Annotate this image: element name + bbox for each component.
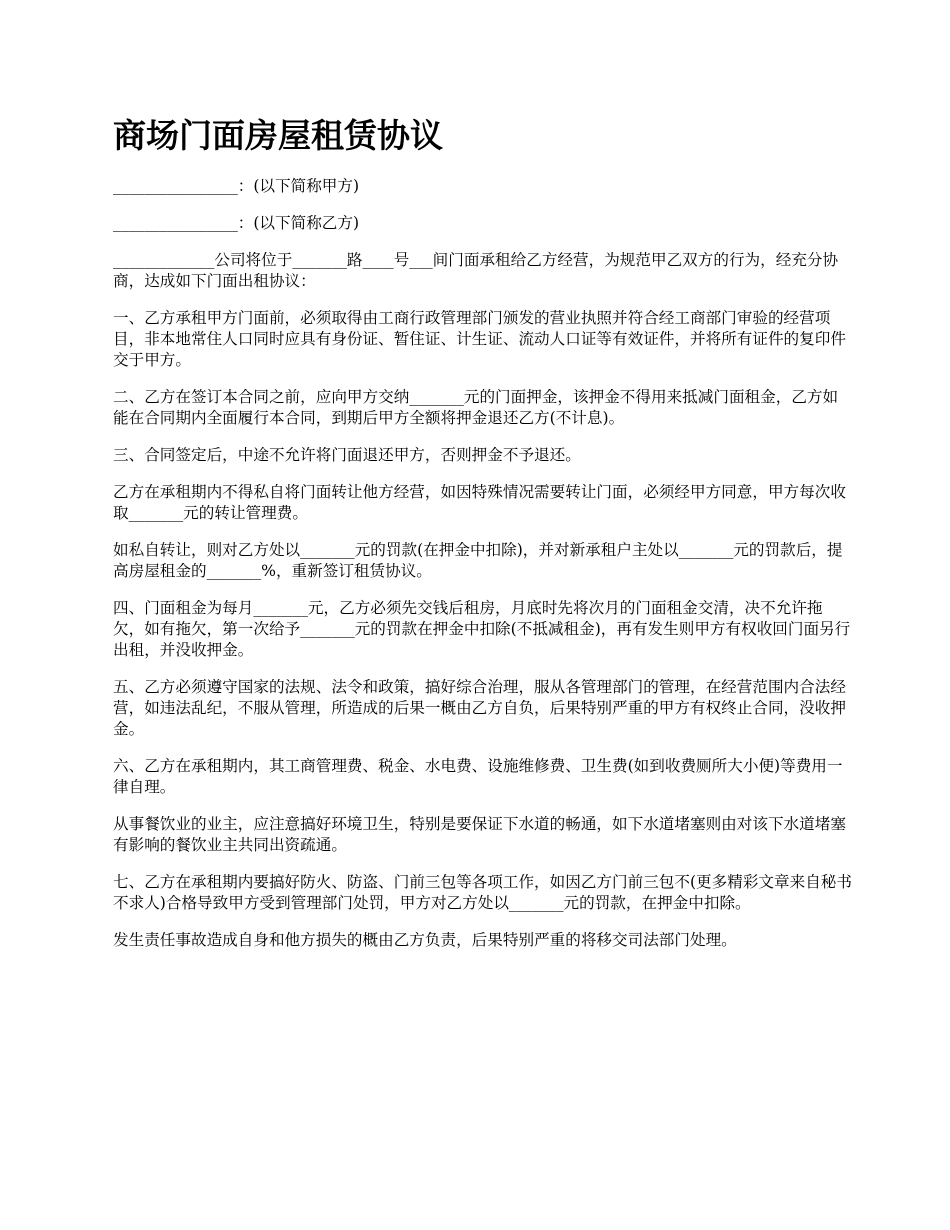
clause-3-penalty: 如私自转让，则对乙方处以_______元的罚款(在押金中扣除)，并对新承租户主处以_______元的罚款后，提高房屋租金的_______%，重新签订租赁协议。 [113, 541, 843, 580]
clause-7: 七、乙方在承租期内要搞好防火、防盗、门前三包等各项工作，如因乙方门前三包不(更多精彩文章来自秘书不求人)合格导致甲方受到管理部门处罚，甲方对乙方处以_______元的罚款，在押金中扣除。 [113, 873, 852, 912]
document-page [113, 112, 853, 967]
clause-1: 一、乙方承租甲方门面前，必须取得由工商行政管理部门颁发的营业执照并符合经工商部门审验的经营项目，非本地常住人口同时应具有身份证、暂住证、计生证、流动人口证等有效证件，并将所有证件的复印件交于甲方。 [113, 309, 846, 369]
clause-2: 二、乙方在签订本合同之前，应向甲方交纳_______元的门面押金，该押金不得用来抵减门面租金，乙方如能在合同期内全面履行本合同，到期后甲方全额将押金退还乙方(不计息)。 [113, 388, 839, 427]
clause-4: 四、门面租金为每月_______元，乙方必须先交钱后租房，月底时先将次月的门面租金交清，决不允许拖欠，如有拖欠，第一次给予_______元的罚款在押金中扣除(不抵减租金)，再有发生则甲方有权收回门面另行出租，并没收押金。 [113, 599, 851, 659]
party-a-line: ________________：(以下简称甲方) [113, 177, 360, 195]
party-b-line: ________________：(以下简称乙方) [113, 214, 360, 232]
document-title: 商场门面房屋租赁协议 [113, 116, 443, 155]
clause-3: 三、合同签定后，中途不允许将门面退还甲方，否则押金不予退还。 [113, 446, 581, 464]
clause-6-catering: 从事餐饮业的业主，应注意搞好环境卫生，特别是要保证下水道的畅通，如下水道堵塞则由对该下水道堵塞有影响的餐饮业主共同出资疏通。 [113, 815, 846, 854]
clause-6: 六、乙方在承租期内，其工商管理费、税金、水电费、设施维修费、卫生费(如到收费厕所大小便)等费用一律自理。 [113, 757, 843, 796]
clause-3-transfer: 乙方在承租期内不得私自将门面转让他方经营，如因特殊情况需要转让门面，必须经甲方同意，甲方每次收取_______元的转让管理费。 [113, 483, 846, 522]
clause-7-liability: 发生责任事故造成自身和他方损失的概由乙方负责，后果特别严重的将移交司法部门处理。 [113, 931, 737, 949]
clause-5: 五、乙方必须遵守国家的法规、法令和政策，搞好综合治理，服从各管理部门的管理，在经营范围内合法经营，如违法乱纪，不服从管理，所造成的后果一概由乙方自负，后果特别严重的甲方有权终止合同，没收押金。 [113, 678, 846, 738]
intro-paragraph: _____________公司将位于_______路____号___间门面承租给乙方经营，为规范甲乙双方的行为，经充分协商，达成如下门面出租协议： [113, 251, 839, 290]
